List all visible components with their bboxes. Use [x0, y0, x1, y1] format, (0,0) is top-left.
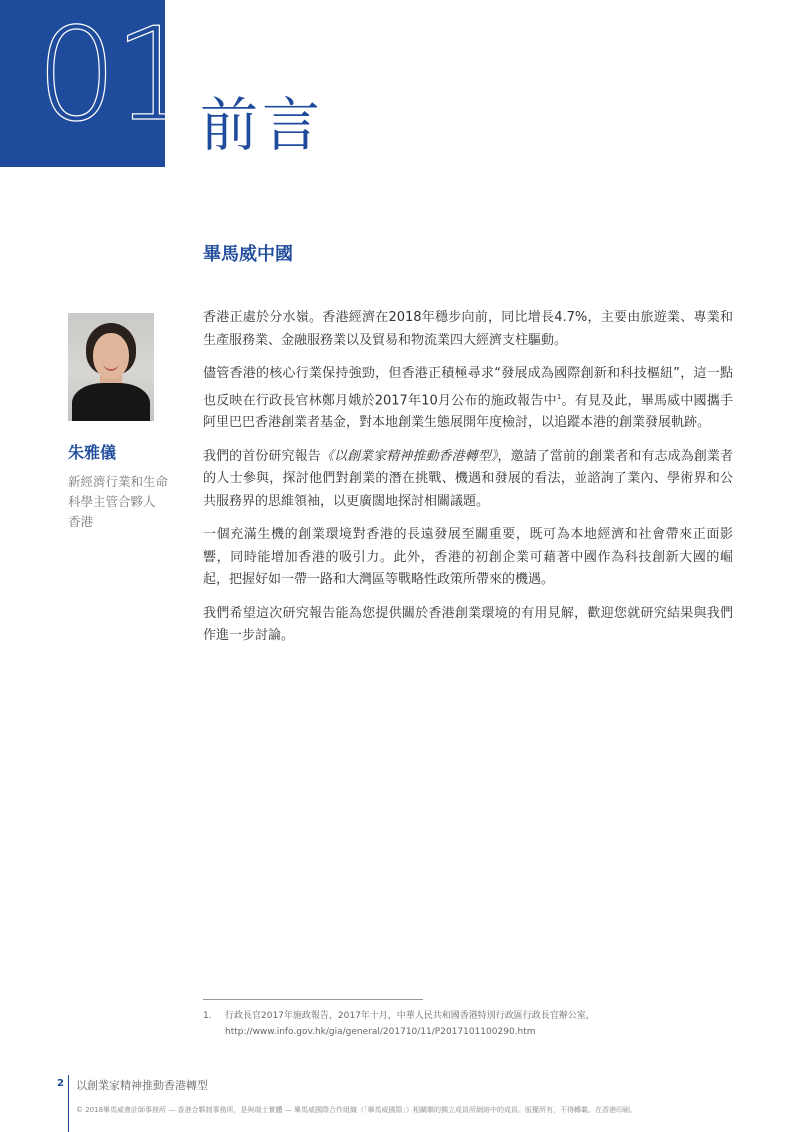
person-title	[68, 472, 193, 532]
document-title: 以創業家精神推動香港轉型	[76, 1079, 208, 1092]
chapter-title: 前言	[200, 91, 325, 159]
paragraph: 一個充滿生機的創業環境對香港的長遠發展至關重要，既可為本地經濟和社會帶來正面影響，同時能增加香港的吸引力。此外，香港的初創企業可藉著中國作為科技創新大國的崛起，把握好如一帶一路和大灣區等戰略性政策所帶來的機遇。	[203, 527, 733, 588]
footer-divider	[68, 1075, 69, 1132]
paragraph: 我們希望這次研究報告能為您提供關於香港創業環境的有用見解，歡迎您就研究結果與我們作進一步討論。	[203, 605, 733, 644]
page-number: 2	[57, 1078, 64, 1089]
person-title-line: 新經濟行業和生命	[68, 474, 169, 489]
footnote-number: 1.	[203, 1011, 212, 1021]
person-photo	[68, 313, 154, 421]
footnote-text: 行政長官2017年施政報告，2017年十月，中華人民共和國香港特別行政區行政長官辦公室，http://www.info.gov.hk/gia/general/201710/11/P2017101100290.htm	[225, 1011, 595, 1037]
body-text	[203, 307, 733, 659]
firm-heading: 畢馬威中國	[203, 244, 293, 265]
footnote-ref[interactable]: 1	[556, 392, 562, 401]
person-name: 朱雅儀	[68, 443, 117, 462]
report-title: 《以創業家精神推動香港轉型》	[320, 448, 498, 464]
paragraph: 我們的首份研究報告《以創業家精神推動香港轉型》，邀請了當前的創業者和有志成為創業者的人士參與，探討他們對創業的潛在挑戰、機遇和發展的看法，並諮詢了業內、學術界和公共服務界的思維領袖，以更廣闊地探討相關議題。	[203, 448, 733, 509]
paragraph: 儘管香港的核心行業保持強勁，但香港正積極尋求“發展成為國際創新和科技樞紐”，這一點也反映在行政長官林鄭月娥於2017年10月公布的施政報告中$^1$。有見及此，畢馬威中國攜手阿里巴巴香港創業者基金，對本地創業生態展開年度檢討，以追蹤本港的創業發展軌跡。	[203, 366, 733, 431]
copyright-notice: © 2018畢馬威會計師事務所 — 香港合夥制事務所，是與瑞士實體 — 畢馬威國際合作組織（「畢馬威國際」）相關聯的獨立成員所網絡中的成員。版權所有，不得轉載。在香港印刷。	[76, 1106, 637, 1114]
paragraph: 香港正處於分水嶺。香港經濟在2018年穩步向前，同比增長4.7%，主要由旅遊業、專業和生產服務業、金融服務業以及貿易和物流業四大經濟支柱驅動。	[203, 310, 733, 348]
footnote	[203, 1008, 733, 1040]
chapter-number-box	[0, 0, 191, 167]
chapter-number: 01	[36, 1, 191, 150]
person-title-line: 科學主管合夥人	[68, 494, 156, 509]
person-title-line: 香港	[68, 514, 94, 529]
footnote-divider	[203, 999, 423, 1000]
